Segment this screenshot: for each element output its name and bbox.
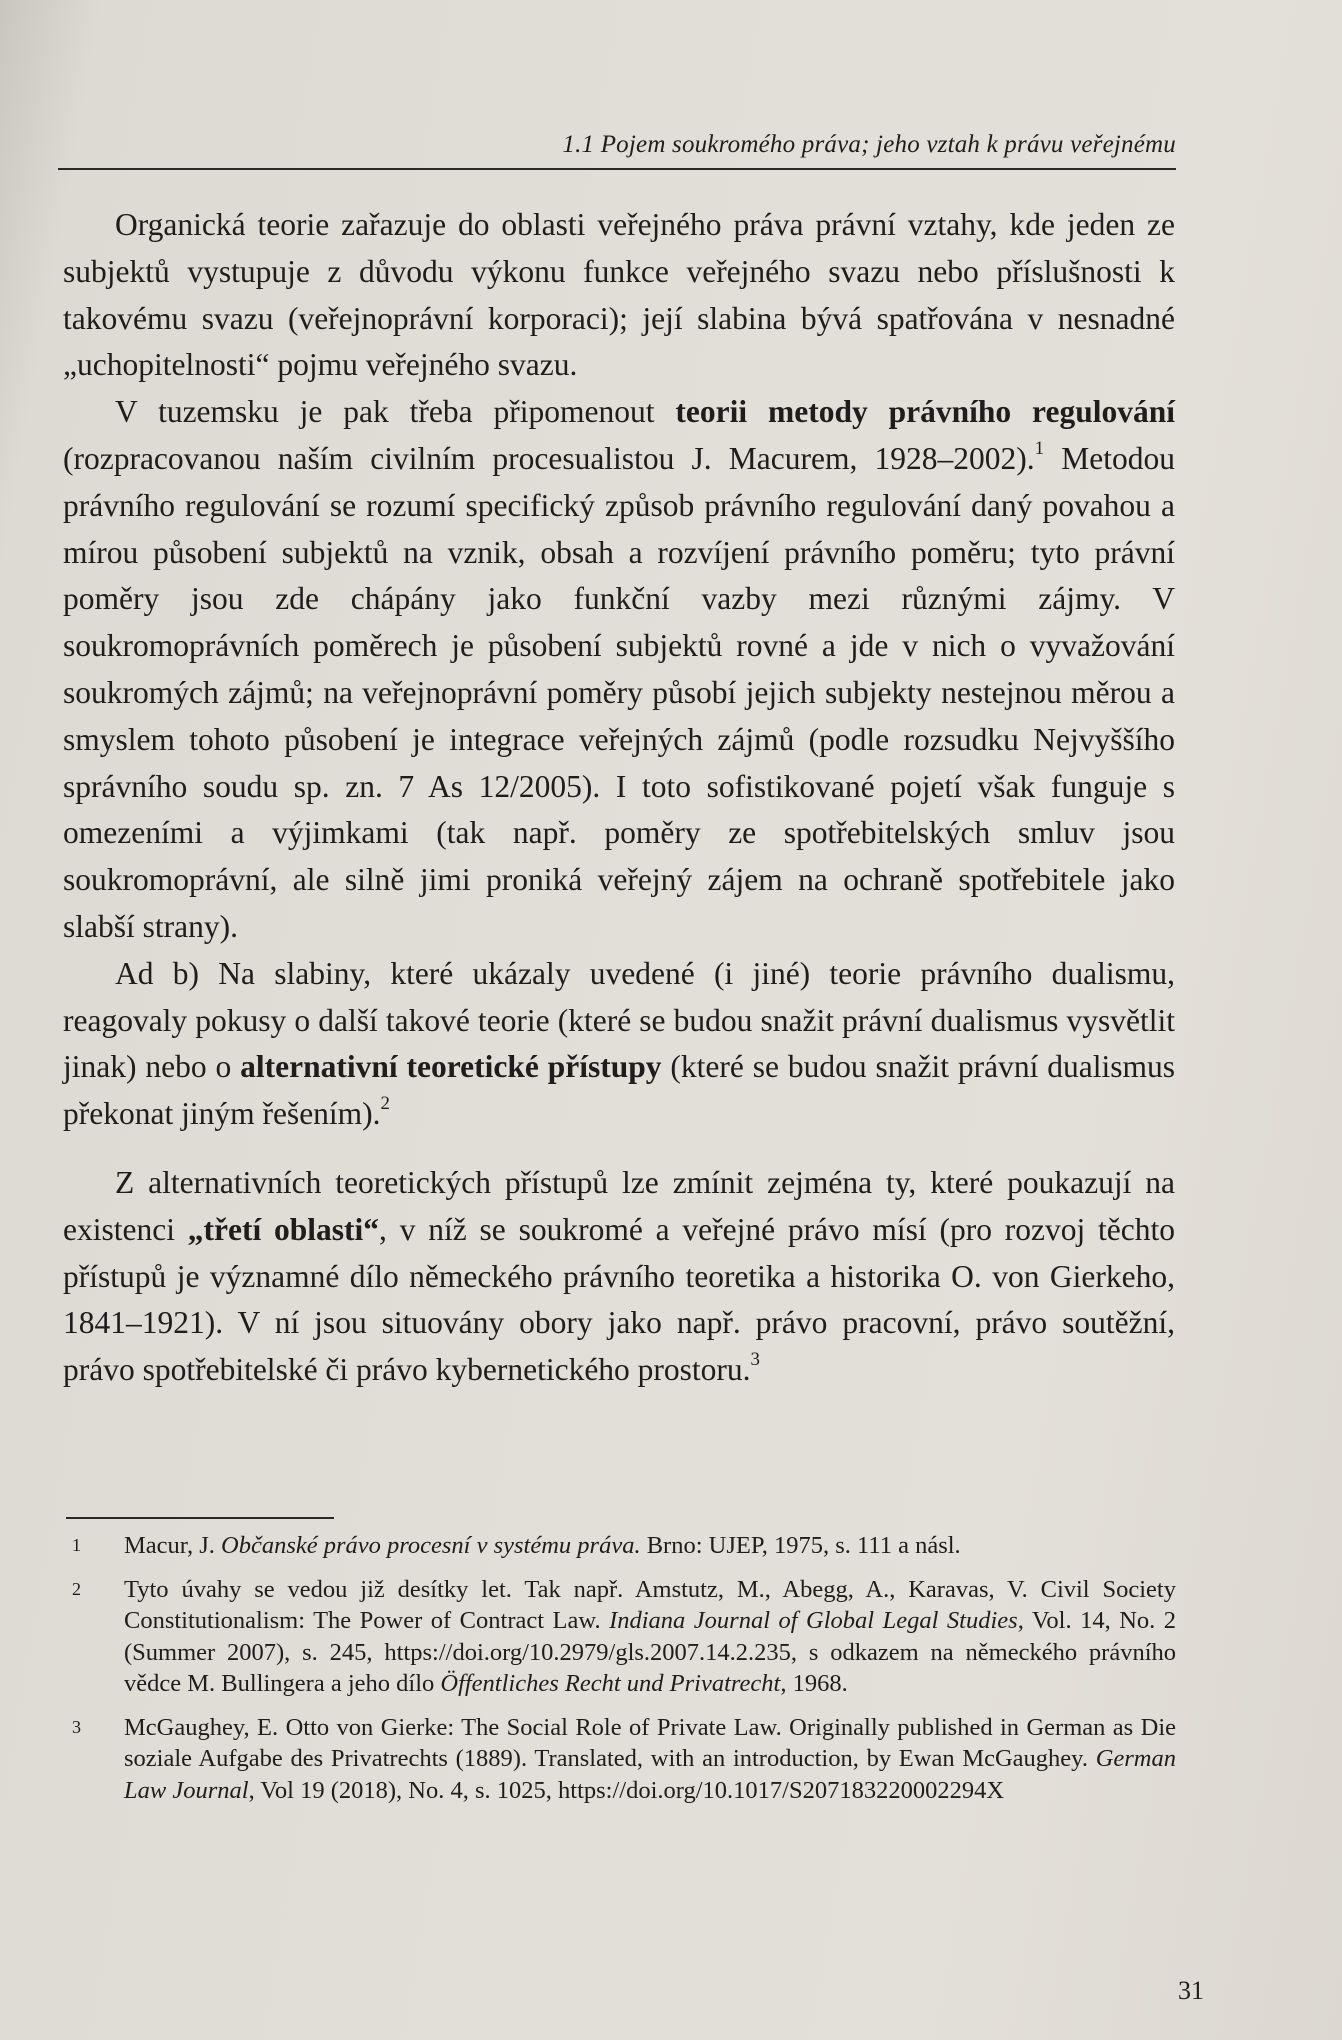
p2-mid: (rozpracovanou naším civilním procesualistou J. Macurem, 1928–2002).: [63, 440, 1035, 476]
footnote-ref-2[interactable]: 2: [380, 1093, 390, 1115]
paragraph-organic-theory: Organická teorie zařazuje do oblasti veřejného práva právní vztahy, kde jeden ze subjektů vystupuje z důvodu výkonu funkce veřejného svazu nebo příslušnosti k takovému svazu (veřejnoprávní korporaci); její slabina bývá spatřována v nesnadné „uchopitelnosti“ pojmu veřejného svazu.: [63, 207, 1175, 383]
footnote-text: , Vol 19 (2018), No. 4, s. 1025, https://doi.org/10.1017/S207183220002294X: [248, 1776, 1005, 1804]
footnote-number: 2: [72, 1578, 81, 1599]
footnote-number: 3: [72, 1716, 81, 1737]
footnotes: [66, 1530, 1176, 1818]
p2-tail: Metodou právního regulování se rozumí specifický způsob právního regulování daný povahou a mírou působení subjektů na vznik, obsah a rozvíjení právního poměru; tyto právní poměry jsou zde chápány jako funkční vazby mezi různými zájmy. V soukromoprávních poměrech je působení subjektů rovné a jde v nich o vyvažování soukromých zájmů; na veřejnoprávní poměry působí jejich subjekty nestejnou měrou a smyslem tohoto působení je integrace veřejných zájmů (podle rozsudku Nejvyššího správního soudu sp. zn. 7 As 12/2005). I toto sofistikované pojetí však funguje s omezeními a výjimkami (tak např. poměry ze spotřebitelských smluv jsou soukromoprávní, ale silně jimi proniká veřejný zájem na ochraně spotřebitele jako slabší strany).: [63, 440, 1175, 944]
footnote-ref-1[interactable]: 1: [1034, 437, 1045, 459]
footnote-2: [66, 1574, 1176, 1700]
footnote-journal: Indiana Journal of Global Legal Studies: [609, 1607, 1018, 1634]
page-number: 31: [1178, 1976, 1204, 2005]
footnote-text: Macur, J.: [124, 1532, 221, 1559]
main-text: [63, 202, 1175, 1394]
footnote-number: 1: [72, 1535, 81, 1555]
footnote-3: [66, 1712, 1176, 1807]
term-method-theory: teorii metody právního regulování: [675, 394, 1175, 430]
footnote-title: Öffentliches Recht und Privatrecht: [440, 1670, 781, 1697]
p4-lead: Z alternativních teoretických přístupů lze zmínit zejména ty, které poukazují na existenci: [63, 1164, 1175, 1247]
footnote-journal: German Law Journal: [124, 1745, 1176, 1804]
footnote-text: McGaughey, E. Otto von Gierke: The Social Role of Private Law. Originally published in German as Die soziale Aufgabe des Privatrechts (1889). Translated, with an introduction, by Ewan McGaughey.: [124, 1713, 1176, 1772]
p2-lead: V tuzemsku je pak třeba připomenout: [115, 394, 676, 430]
header-rule: [58, 168, 1176, 170]
paragraph-alternatives: [63, 951, 1175, 1138]
footnote-text: , Vol. 14, No. 2 (Summer 2007), s. 245, https://doi.org/10.2979/gls.2007.14.2.235, s odkazem na německého právního vědce M. Bullingera a jeho dílo: [124, 1607, 1177, 1697]
footnote-text: Brno: UJEP, 1975, s. 111 a násl.: [640, 1532, 961, 1559]
paragraph-third-area: [63, 1160, 1175, 1394]
footnote-text: , 1968.: [780, 1670, 848, 1697]
footnote-rule: [66, 1517, 334, 1519]
footnote-text: Tyto úvahy se vedou již desítky let. Tak např. Amstutz, M., Abegg, A., Karavas, V. Civil Society Constitutionalism: The Power of Contract Law.: [124, 1575, 1176, 1634]
paragraph-method-theory: [63, 389, 1175, 951]
running-header: 1.1 Pojem soukromého práva; jeho vztah k právu veřejnému: [562, 131, 1176, 158]
footnote-1: [66, 1530, 1176, 1562]
p4-tail: , v níž se soukromé a veřejné právo mísí (pro rozvoj těchto přístupů je významné dílo německého právního teoretika a historika O. von Gierkeho, 1841–1921). V ní jsou situovány obory jako např. právo pracovní, právo soutěžní, právo spotřebitelské či právo kybernetického prostoru.: [63, 1211, 1175, 1388]
term-third-area: „třetí oblasti“: [187, 1211, 380, 1247]
term-alternative-approaches: alternativní teoretické přístupy: [240, 1049, 662, 1085]
footnote-title: Občanské právo procesní v systému práva.: [221, 1532, 641, 1559]
footnote-ref-3[interactable]: 3: [750, 1349, 760, 1371]
p3-tail: (které se budou snažit právní dualismus překonat jiným řešením).: [63, 1049, 1175, 1132]
p3-lead: Ad b) Na slabiny, které ukázaly uvedené (i jiné) teorie právního dualismu, reagovaly pokusy o další takové teorie (které se budou snažit právní dualismus vysvětlit jinak) nebo o: [63, 955, 1175, 1085]
